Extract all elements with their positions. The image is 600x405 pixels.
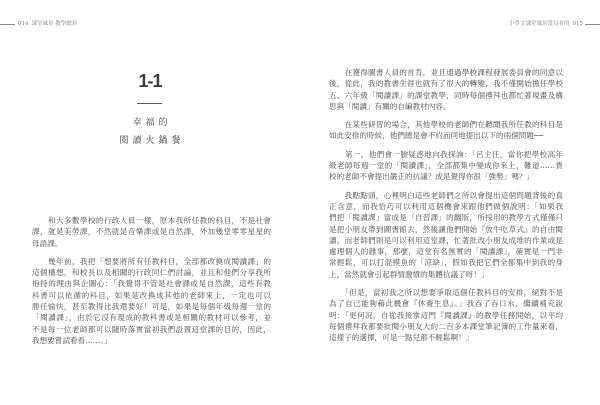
text-line: 我點點頭，心裡明白這些老師們之所以會提出這個問題背後的真 — [329, 190, 563, 200]
text-line: 「但是，當初我之所以想要爭取這個任教科目的安排，絕對不是 — [329, 288, 563, 298]
page-number-left: 014 — [18, 21, 29, 27]
text-line: 正含意，而我恰巧可以利用這個機會來跟他們做個說明：「如果我 — [329, 201, 563, 211]
text-line: 和大多數學校的行政人員一樣，原本我所任教的科目，不是社會 — [32, 216, 271, 225]
chapter-divider — [137, 103, 162, 104]
page-number-right: 015 — [572, 21, 583, 27]
text-line: 級老師每週一堂的「閱讀課」，全部都集中變成你來上，難道……貴 — [329, 161, 563, 171]
text-line: 常輕鬆，可以打混摸魚的「涼缺」，假如我把它們全都集中到我的身 — [329, 258, 563, 268]
text-line: 勝任愉快，甚至教得比我還要好！可是，如果是每個年級每週一堂的 — [32, 302, 271, 312]
running-header-right — [509, 20, 583, 28]
text-line: 這樣子的選擇，可是一點兒都不輕鬆啊！」 — [329, 333, 474, 343]
text-line: 後，從此，我的教書生涯也就有了很大的轉變，我不僅開始擔任學校 — [329, 79, 563, 89]
paragraph — [329, 119, 563, 142]
text-line: 思與「閱讀」有關的自編教材內容。 — [329, 101, 451, 111]
text-line: 科書可以依循的科目，如果是改換成其他的老師來上，一定也可以 — [32, 290, 271, 300]
text-line: 課，就是美勞課，不然就是音樂課或是自然課，外加幾堂零零星星的 — [32, 227, 271, 237]
text-line: 在獲得圖書人員的首肯，並且通過學校課程發展委員會的同意以 — [329, 68, 563, 77]
left-body-text — [32, 215, 271, 346]
text-line: 每個禮拜我都要批閱小朋友大約二百多本課堂筆記簿的工作量來看， — [329, 321, 563, 331]
text-line: 為了自己能夠藉此機會『休養生息』。」我吞了吞口水，繼續補充說 — [329, 299, 563, 309]
running-title-left: 課堂風景 教學總彩 — [31, 21, 78, 27]
right-page — [300, 0, 600, 405]
text-line: 不是每一位老師都可以隨時落實當初我們設置這堂課的目的，因此， — [32, 324, 271, 334]
paragraph — [32, 256, 271, 346]
text-line: 處理個人的雜事，那麼，這堂有名無實的「閱讀課」，確實是一門非 — [329, 247, 563, 257]
header-rule-left — [0, 24, 15, 25]
text-line: 上，當然就會引起群情激憤的集體抗議了呀！」 — [329, 269, 489, 279]
text-line: 幾年前，我把「想要將所有任教科目，全部都改換成閱讀課」的 — [32, 256, 271, 266]
chapter-title-line-1: 幸福的 — [132, 118, 172, 128]
chapter-number: 1-1 — [138, 71, 162, 91]
running-title-right: 小學文課堂風景當局看的 — [508, 21, 570, 27]
text-line: 是把小朋友帶到圖書館去，然後讓他們開始『放牛吃草式』的自由閱 — [329, 224, 563, 234]
chapter-title-line-2: 閱讀火鍋餐 — [119, 136, 185, 146]
text-line: 第一，他們會一臉疑惑地向我探詢：「呂主任，當你把學校高年 — [329, 149, 563, 159]
running-header-left — [18, 20, 77, 28]
right-body-text — [329, 67, 563, 344]
text-line: 在某些研習的場合，其他學校的老師們在聽聞我所任教的科目是 — [329, 120, 563, 130]
text-line: 明：「更何況，自從我接掌這門『閱讀課』的教學任務開始，以平均 — [329, 310, 563, 320]
paragraph — [329, 190, 563, 280]
paragraph — [329, 149, 563, 183]
text-line: 這個構想，和校長以及相關的行政同仁們討論，並且和他們分享我所 — [32, 268, 271, 278]
text-line: 讀，而老師們則是可以利用這堂課，忙著批改小朋友成堆的作業或是 — [329, 235, 563, 245]
text-line: 們把「閱讀課」當成是「自習課」的翻版，所採用的教學方式僅僅只 — [329, 213, 563, 223]
text-line: 母語課。 — [32, 238, 63, 248]
paragraph — [329, 67, 563, 112]
paragraph — [32, 215, 271, 249]
text-line: 如此安排的時候，他們總是會不約而同地提出以下的兩個問題── — [329, 131, 544, 141]
header-rule-right — [585, 24, 600, 25]
text-line: 我想要嘗試看看……。」 — [32, 335, 112, 345]
text-line: 抱持的理由與企圖心：「我覺得不管是社會課或是自然課，這些有教 — [32, 279, 271, 289]
text-line: 「閱讀課」，由於它沒有現成的教科書或是相關的教材可以參考，並 — [32, 313, 271, 323]
paragraph — [329, 287, 563, 343]
text-line: 五、六年級「閱讀課」的課堂教學，同時每個禮拜也都忙著規畫及構 — [329, 90, 563, 100]
text-line: 校的老師不會提出嚴正的抗議？或是覺得你很「強勢」嗎？」 — [329, 172, 535, 182]
